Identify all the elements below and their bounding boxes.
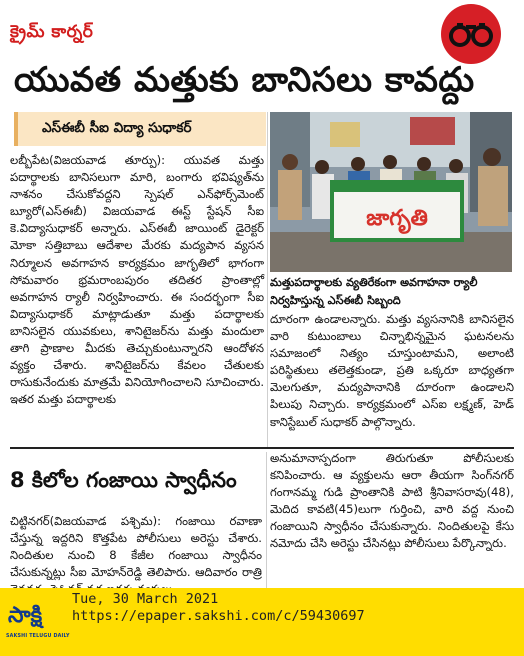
banner-text: జాగృతి <box>366 206 428 231</box>
article2-headline: 8 కిలోల గంజాయి స్వాధీనం <box>10 468 237 492</box>
column-divider <box>267 112 268 447</box>
epaper-footer <box>0 588 524 656</box>
publish-date: Tue, 30 March 2021 <box>72 591 219 607</box>
rally-photo <box>270 112 512 272</box>
byline-text: ఎస్‌ఈబీ సీఐ విద్యా సుధాకర్ <box>42 119 192 136</box>
sakshi-logo <box>4 598 70 650</box>
epaper-url-link[interactable]: https://epaper.sakshi.com/c/59430697 <box>72 608 365 624</box>
crime-corner-logo <box>441 4 501 64</box>
photo-caption: మత్తుపదార్థాలకు వ్యతిరేకంగా అవగాహనా ర్యాలీ నిర్వహిస్తున్న ఎస్‌ఈబీ సిబ్బంది <box>270 276 478 307</box>
handcuffs-icon <box>449 18 493 50</box>
brand-name: సాక్షి <box>8 602 43 628</box>
article-byline <box>14 112 266 146</box>
article-body-column-1: లబ్బీపేట(విజయవాడ తూర్పు): యువత మత్తు పదార్థాలకు బానిసలుగా మారి, బంగారు భవిష్యత్‌ను నాశనం చేసుకోవద్దని స్పెషల్ ఎన్‌ఫోర్స్‌మెంట్ బ్యూరో(ఎస్‌ఈబీ) విజయవాడ ఈస్ట్ స్టేషన్ సీఐ కె.విద్యాసుధాకర్ అన్నారు. ఎస్‌ఈబీ జాయింట్ డైరెక్టర్ మోకా సత్తిబాబు ఆదేశాల మేరకు మద్యపాన వ్యసన నిర్మూలన అవగాహన కార్యక్రమం జాగృతిలో భాగంగా సోమవారం భ్రమరాంబపురం తదితర ప్రాంతాల్లో అవగాహన ర్యాలీ నిర్వహించారు. ఈ సందర్భంగా సీఐ విద్యాసుధాకర్ మాట్లాడుతూ మత్తు పదార్థాలకు బానిసలైన యువకులు, శానిటైజర్‌ను మత్తు మందులా తాగి ప్రాణాల మీదకు తెచ్చుకుంటున్నారని ఆందోళన వ్యక్తం చేశారు. శానిటైజర్‌ను కేవలం చేతులకు రాసుకునేందుకు మాత్రమే వినియోగించాలని సూచించారు. ఇతర మత్తు పదార్థాలకు <box>10 153 264 407</box>
brand-tagline: SAKSHI TELUGU DAILY <box>6 634 70 639</box>
section-kicker: క్రైమ్ కార్నర్ <box>10 22 94 42</box>
article2-body-column-2: అనుమానాస్పదంగా తిరుగుతూ పోలీసులకు కనిపించారు. ఆ వ్యక్తులను ఆరా తీయగా సింగ్‌నగర్ గంగానమ్మ గుడి ప్రాంతానికి పాటి శ్రీనివాసరావు(48), మెదిద కావటి(45)లుగా గుర్తించి, వారి వద్ద నుంచి గంజాయిని స్వాధీనం చేసుకున్నారు. నిందితులపై కేసు నమోదు చేసి అరెస్టు చేసినట్లు పోలీసులు పేర్కొన్నారు. <box>270 451 514 551</box>
article2-body-column-1: చిట్టినగర్(విజయవాడ పశ్చిమ): గంజాయి రవాణా చేస్తున్న ఇద్దరిని కొత్తపేట పోలీసులు అరెస్టు చేశారు. నిందితుల నుంచి 8 కేజీల గంజాయి స్వాధీనం చేసుకున్నట్లు సీఐ మోహన్‌రెడ్డి తెలిపారు. ఆదివారం రాత్రి <box>10 514 262 580</box>
article-divider <box>10 447 514 449</box>
article-headline: యువత మత్తుకు బానిసలు కావద్దు <box>14 60 475 100</box>
article-body-column-2: దూరంగా ఉండాలన్నారు. మత్తు వ్యసనానికి బానిసలైన వారి కుటుంబాలు చిన్నాభిన్నమైన ఘటనలను సమాజంలో నిత్యం చూస్తుంటామని, అలాంటి పరిస్థితులు తలెత్తకుండా, ప్రతి ఒక్కరూ బాధ్యతగా మెలగుతూ, మద్యపానానికి దూరంగా ఉండాలని పిలుపు నిచ్చారు. కార్యక్రమంలో ఎస్ఐ లక్ష్మణ్, హెడ్ కానిస్టేబుల్ సుధాకర్ పాల్గొన్నారు. <box>270 312 514 429</box>
column-divider-2 <box>266 452 267 592</box>
